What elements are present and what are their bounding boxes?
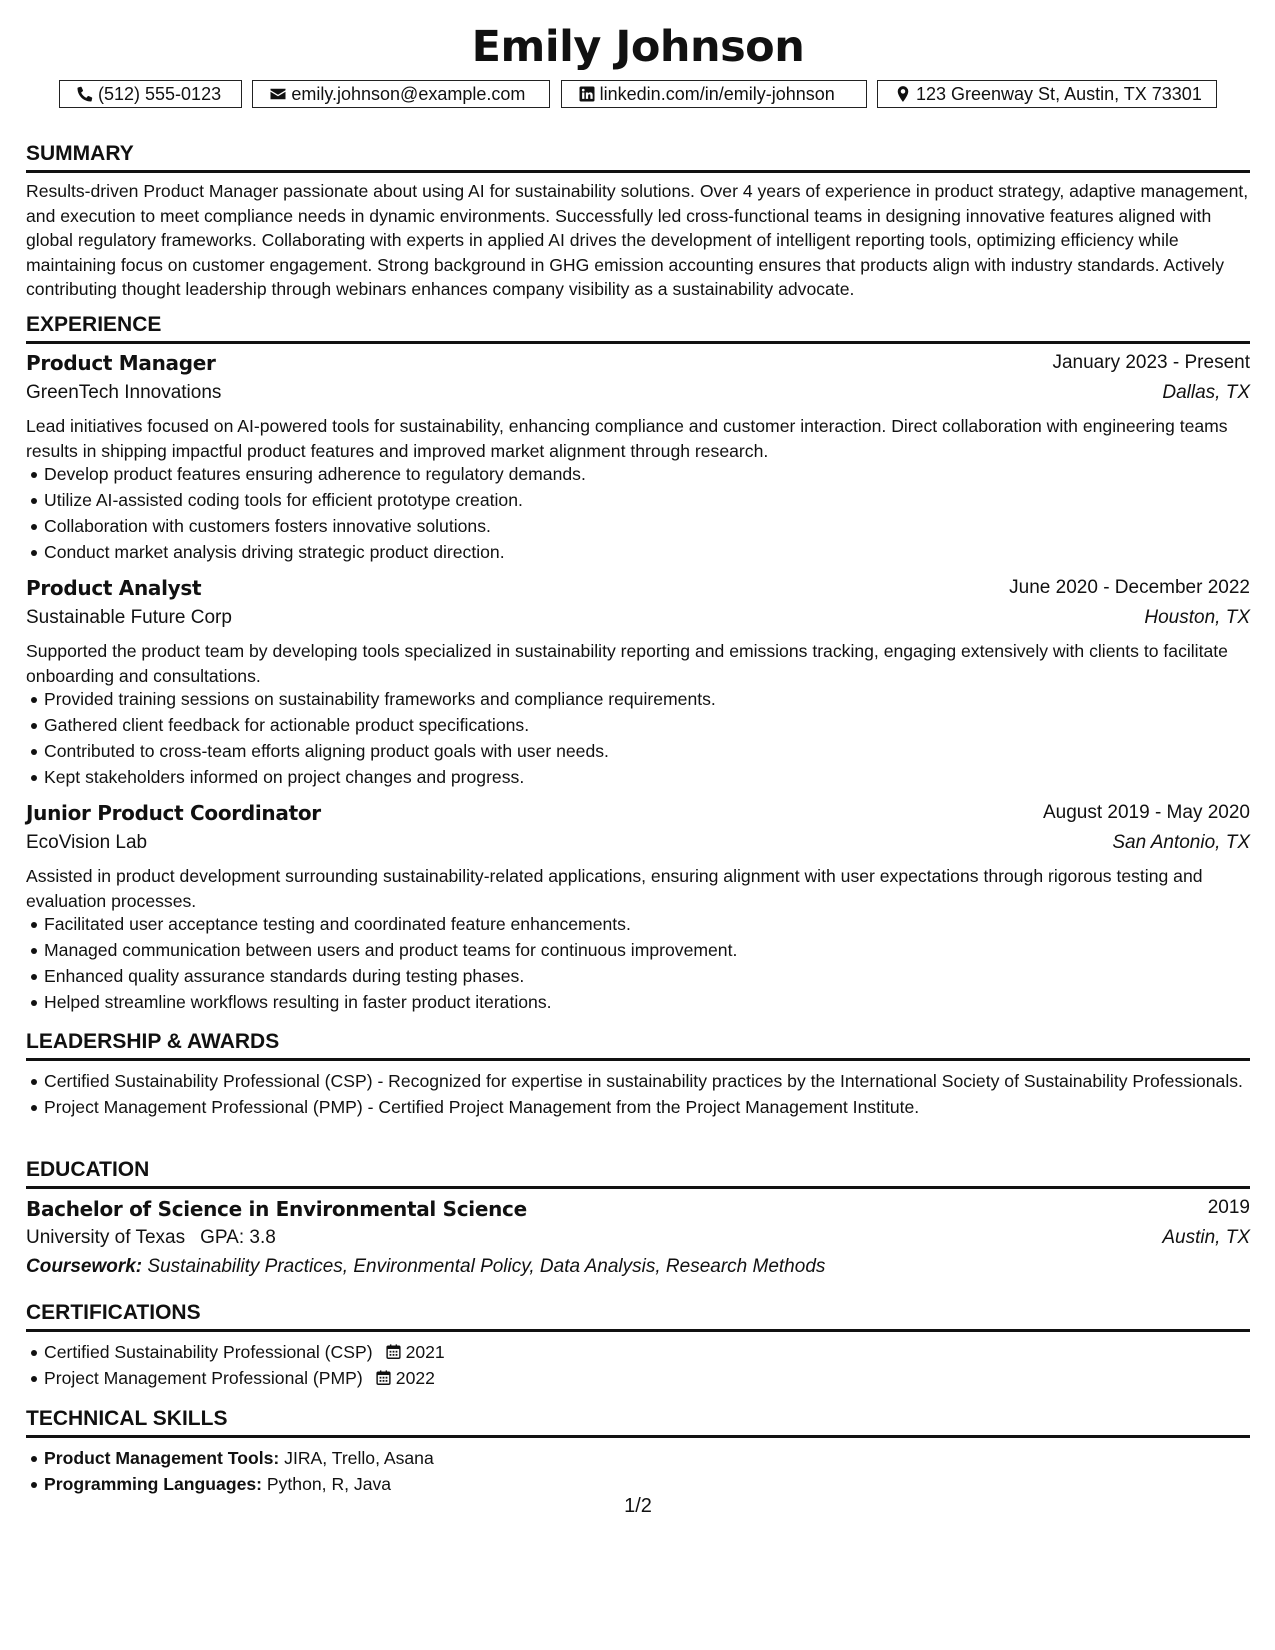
- school-location: Austin, TX: [1162, 1227, 1250, 1248]
- list-item: Develop product features ensuring adherence to regulatory demands.: [26, 462, 1250, 487]
- list-item: Contributed to cross-team efforts aligning product goals with user needs.: [26, 739, 1250, 764]
- list-item: Helped streamline workflows resulting in faster product iterations.: [26, 990, 1250, 1015]
- list-item: [26, 1340, 1250, 1365]
- graduation-year: 2019: [1207, 1197, 1250, 1218]
- list-item: Managed communication between users and product teams for continuous improvement.: [26, 938, 1250, 963]
- candidate-name: Emily Johnson: [471, 22, 805, 72]
- list-item: Collaboration with customers fosters innovative solutions.: [26, 514, 1250, 539]
- experience-heading: EXPERIENCE: [26, 313, 1250, 344]
- leadership-list: [26, 1069, 1250, 1121]
- linkedin-icon: [578, 85, 596, 103]
- calendar-icon: [385, 1343, 402, 1360]
- education-heading: EDUCATION: [26, 1158, 1250, 1189]
- job-description: Supported the product team by developing tools specialized in sustainability reporting and emissions tracking, engaging extensively with clients to facilitate onboarding and consultations.: [26, 641, 1228, 686]
- school-info: [26, 1227, 276, 1249]
- map-pin-icon: [894, 85, 912, 103]
- list-item: Conduct market analysis driving strategic product direction.: [26, 540, 1250, 565]
- list-item: Gathered client feedback for actionable product specifications.: [26, 713, 1250, 738]
- page-number: 1/2: [624, 1495, 652, 1517]
- list-item: Project Management Professional (PMP) - Certified Project Management from the Project Management Institute.: [26, 1095, 1250, 1120]
- job-dates: August 2019 - May 2020: [1042, 802, 1250, 823]
- school-name: University of Texas: [26, 1227, 186, 1248]
- list-item: Facilitated user acceptance testing and coordinated feature enhancements.: [26, 912, 1250, 937]
- job-location: Houston, TX: [1144, 607, 1250, 628]
- list-item: [26, 1446, 1250, 1471]
- job-dates: June 2020 - December 2022: [1009, 577, 1250, 598]
- coursework: [26, 1256, 825, 1278]
- leadership-heading: LEADERSHIP & AWARDS: [26, 1030, 1250, 1061]
- job-company: GreenTech Innovations: [26, 382, 222, 403]
- contact-phone[interactable]: [59, 80, 242, 108]
- job-bullets: [26, 462, 1250, 566]
- cert-year-text: 2022: [395, 1368, 435, 1389]
- job-title: Junior Product Coordinator: [26, 801, 321, 825]
- list-item: Kept stakeholders informed on project changes and progress.: [26, 765, 1250, 790]
- certifications-heading: CERTIFICATIONS: [26, 1301, 1250, 1332]
- list-item: Utilize AI-assisted coding tools for efficient prototype creation.: [26, 488, 1250, 513]
- phone-icon: [76, 85, 94, 103]
- cert-year-text: 2021: [405, 1342, 445, 1362]
- degree-title: Bachelor of Science in Environmental Science: [26, 1197, 527, 1221]
- contact-bar: [59, 80, 1217, 108]
- job-location: Dallas, TX: [1162, 382, 1250, 403]
- gpa: GPA: 3.8: [200, 1227, 276, 1248]
- certifications-list: [26, 1340, 1250, 1392]
- list-item: Enhanced quality assurance standards during testing phases.: [26, 964, 1250, 989]
- email-text: emily.johnson@example.com: [291, 83, 526, 104]
- summary-text: Results-driven Product Manager passionate about using AI for sustainability solutions. Over 4 years of experience in product strategy, adaptive management, and execution to meet compliance needs in dynamic environments. Successfully led cross-functional teams in designing innovative features aligned with global regulatory frameworks. Collaborating with experts in applied AI drives the development of intelligent reporting tools, optimizing efficiency while maintaining focus on customer engagement. Strong background in GHG emission accounting ensures that products align with industry standards. Actively contributing thought leadership through webinars enhances company visibility as a sustainability advocate.: [26, 181, 1249, 300]
- job-title: Product Analyst: [26, 576, 202, 600]
- skill-label: Programming Languages:: [44, 1474, 262, 1495]
- job-description: Lead initiatives focused on AI-powered tools for sustainability, enhancing compliance and customer interaction. Direct collaboration with engineering teams results in shipping impactful product features and improved market alignment through research.: [26, 416, 1228, 461]
- list-item: Provided training sessions on sustainability frameworks and compliance requirements.: [26, 687, 1250, 712]
- skill-label: Product Management Tools:: [44, 1448, 280, 1468]
- job-company: Sustainable Future Corp: [26, 607, 232, 628]
- job-company: EcoVision Lab: [26, 832, 148, 853]
- coursework-label: Coursework:: [26, 1256, 143, 1277]
- cert-year: [363, 1368, 435, 1388]
- summary-heading: SUMMARY: [26, 142, 1250, 173]
- cert-name: Certified Sustainability Professional (CSP): [44, 1342, 373, 1362]
- address-text: 123 Greenway St, Austin, TX 73301: [915, 83, 1202, 104]
- job-bullets: [26, 912, 1250, 1016]
- job-dates: January 2023 - Present: [1052, 352, 1250, 373]
- job-bullets: [26, 687, 1250, 791]
- job-description: Assisted in product development surrounding sustainability-related applications, ensuring alignment with user expectations through rigorous testing and evaluation processes.: [26, 866, 1203, 911]
- list-item: Certified Sustainability Professional (CSP) - Recognized for expertise in sustainability practices by the International Society of Sustainability Professionals.: [26, 1069, 1250, 1094]
- contact-email[interactable]: [252, 80, 550, 108]
- coursework-list: Sustainability Practices, Environmental Policy, Data Analysis, Research Methods: [147, 1256, 826, 1277]
- linkedin-text: linkedin.com/in/emily-johnson: [599, 83, 835, 104]
- skill-value: Python, R, Java: [266, 1474, 392, 1495]
- contact-linkedin[interactable]: [561, 80, 867, 108]
- job-title: Product Manager: [26, 351, 216, 375]
- cert-name: Project Management Professional (PMP): [44, 1368, 363, 1389]
- phone-text: (512) 555-0123: [98, 83, 222, 104]
- skill-value: JIRA, Trello, Asana: [284, 1448, 434, 1468]
- cert-year: [373, 1342, 445, 1362]
- list-item: [26, 1472, 1250, 1497]
- skills-list: [26, 1446, 1250, 1498]
- job-location: San Antonio, TX: [1112, 832, 1250, 853]
- contact-address: [877, 80, 1217, 108]
- skills-heading: TECHNICAL SKILLS: [26, 1407, 1250, 1438]
- list-item: [26, 1366, 1250, 1391]
- envelope-icon: [269, 85, 287, 103]
- calendar-icon: [375, 1369, 392, 1386]
